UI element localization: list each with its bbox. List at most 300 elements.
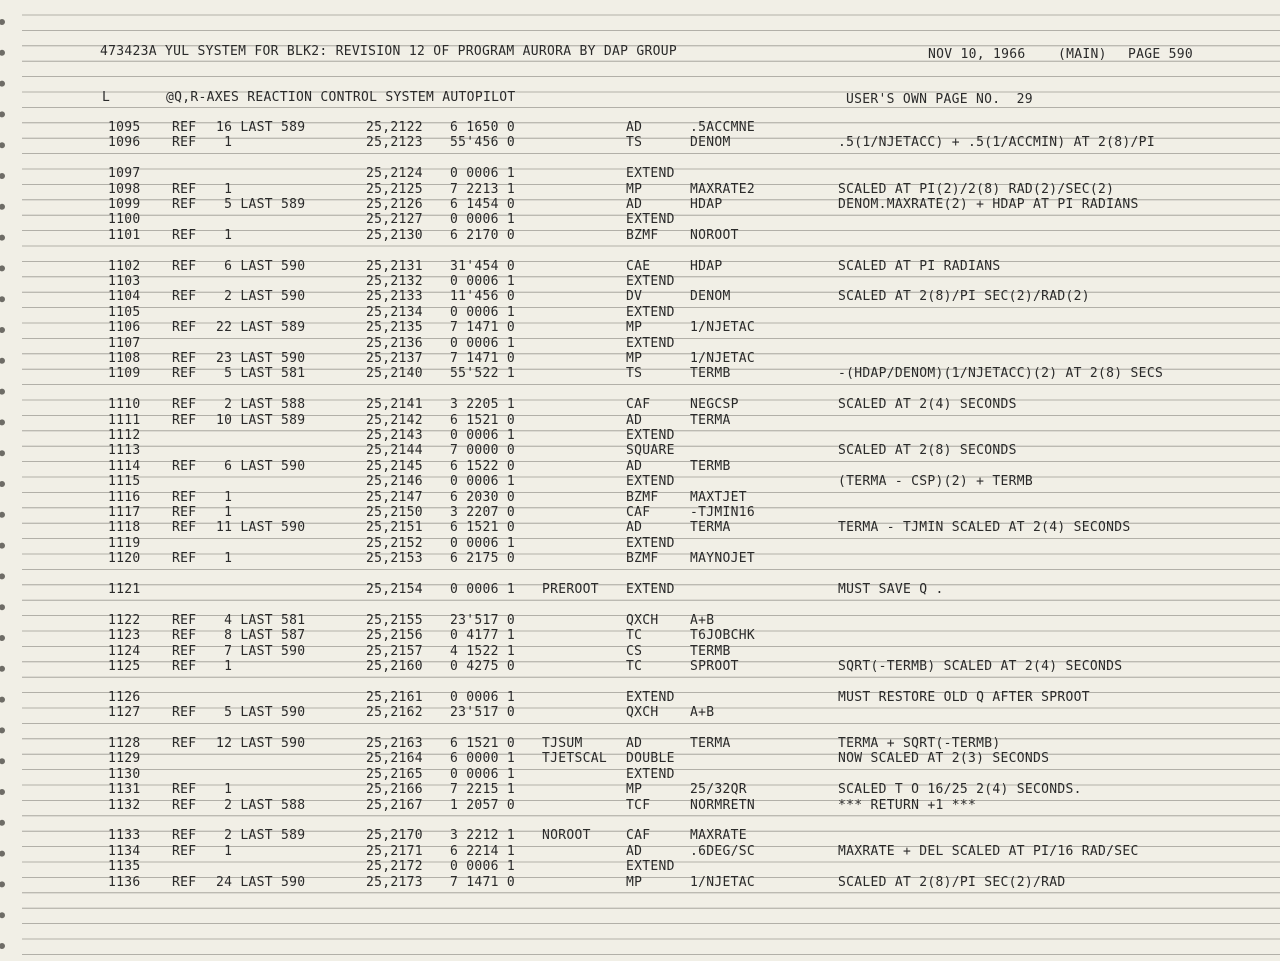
header-tag: (MAIN): [1058, 47, 1107, 62]
comment: TERMA + SQRT(-TERMB): [838, 736, 1001, 751]
opcode: BZMF: [626, 551, 659, 567]
ref-detail: 5 LAST 589: [216, 197, 306, 212]
operand: TERMB: [690, 458, 731, 474]
listing-row: [0, 337, 1280, 352]
operand: SPROOT: [690, 659, 739, 674]
ref-keyword: REF: [172, 320, 197, 336]
octal-word: 7 2215 1: [450, 782, 516, 798]
opcode: CAF: [626, 397, 651, 413]
octal-word: 0 0006 1: [450, 689, 516, 705]
comment: SQRT(-TERMB) SCALED AT 2(4) SECONDS: [838, 659, 1123, 674]
opcode: CAE: [626, 258, 651, 274]
address: 25,2171: [366, 843, 423, 859]
line-number: 1103: [108, 274, 141, 289]
ref-keyword: REF: [172, 135, 197, 151]
opcode: MP: [626, 320, 643, 336]
line-number: 1113: [108, 443, 141, 459]
opcode: AD: [626, 520, 643, 536]
line-number: 1131: [108, 782, 141, 798]
address: 25,2155: [366, 612, 423, 628]
opcode: BZMF: [626, 489, 659, 505]
ref-keyword: REF: [172, 828, 197, 844]
octal-word: 0 0006 1: [450, 335, 516, 351]
opcode: TS: [626, 366, 643, 382]
ref-keyword: REF: [172, 289, 197, 305]
address: 25,2131: [366, 258, 423, 274]
listing-row: [0, 367, 1280, 382]
address: 25,2167: [366, 797, 423, 813]
octal-word: 3 2207 0: [450, 505, 516, 520]
octal-word: 7 1471 0: [450, 320, 516, 336]
ref-detail: 11 LAST 590: [216, 520, 306, 536]
address: 25,2163: [366, 736, 423, 751]
opcode: AD: [626, 412, 643, 428]
octal-word: 0 0006 1: [450, 582, 516, 597]
ref-keyword: REF: [172, 489, 197, 505]
octal-word: 6 2214 1: [450, 843, 516, 859]
address: 25,2161: [366, 689, 423, 705]
ref-keyword: REF: [172, 366, 197, 382]
listing-row: [0, 583, 1280, 598]
listing-row: [0, 845, 1280, 860]
listing-row: [0, 799, 1280, 814]
opcode: EXTEND: [626, 689, 675, 705]
octal-word: 23'517 0: [450, 705, 516, 721]
address: 25,2172: [366, 859, 423, 875]
line-number: 1099: [108, 197, 141, 212]
octal-word: 4 1522 1: [450, 643, 516, 659]
line-number: 1116: [108, 489, 141, 505]
line-number: 1096: [108, 135, 141, 151]
line-number: 1127: [108, 705, 141, 721]
octal-word: 55'522 1: [450, 366, 516, 382]
line-number: 1130: [108, 766, 141, 782]
ref-keyword: REF: [172, 505, 197, 520]
listing-row: [0, 306, 1280, 321]
operand: 25/32QR: [690, 782, 747, 798]
line-number: 1126: [108, 689, 141, 705]
octal-word: 6 2175 0: [450, 551, 516, 567]
address: 25,2142: [366, 412, 423, 428]
address: 25,2137: [366, 351, 423, 366]
ref-detail: 5 LAST 581: [216, 366, 306, 382]
octal-word: 3 2205 1: [450, 397, 516, 413]
ref-keyword: REF: [172, 227, 197, 243]
opcode: TCF: [626, 797, 651, 813]
operand: .6DEG/SC: [690, 843, 756, 859]
address: 25,2150: [366, 505, 423, 520]
subheader-title: @Q,R-AXES REACTION CONTROL SYSTEM AUTOPILOT: [166, 90, 516, 105]
operand: 1/NJETAC: [690, 351, 756, 366]
address: 25,2124: [366, 166, 423, 182]
comment: SCALED AT PI RADIANS: [838, 258, 1001, 274]
operand: MAXRATE: [690, 828, 747, 844]
address: 25,2146: [366, 474, 423, 490]
subheader-marker: L: [102, 90, 111, 105]
ref-keyword: REF: [172, 843, 197, 859]
opcode: AD: [626, 736, 643, 751]
ref-keyword: REF: [172, 628, 197, 644]
address: 25,2145: [366, 458, 423, 474]
ref-keyword: REF: [172, 120, 197, 135]
ref-detail: 2 LAST 588: [216, 397, 306, 413]
octal-word: 0 0006 1: [450, 212, 516, 228]
ref-detail: 1: [216, 505, 233, 520]
line-number: 1122: [108, 612, 141, 628]
ref-detail: 1: [216, 489, 233, 505]
line-number: 1110: [108, 397, 141, 413]
octal-word: 55'456 0: [450, 135, 516, 151]
line-number: 1135: [108, 859, 141, 875]
line-number: 1100: [108, 212, 141, 228]
line-number: 1121: [108, 582, 141, 597]
octal-word: 6 1521 0: [450, 520, 516, 536]
comment: SCALED T O 16/25 2(4) SECONDS.: [838, 782, 1082, 798]
line-number: 1109: [108, 366, 141, 382]
opcode: AD: [626, 458, 643, 474]
address: 25,2134: [366, 304, 423, 320]
operand: A+B: [690, 705, 715, 721]
octal-word: 6 1454 0: [450, 197, 516, 212]
address: 25,2166: [366, 782, 423, 798]
label: PREROOT: [542, 582, 599, 597]
address: 25,2136: [366, 335, 423, 351]
opcode: MP: [626, 874, 643, 890]
ref-detail: 10 LAST 589: [216, 412, 306, 428]
ref-detail: 1: [216, 135, 233, 151]
comment: (TERMA - CSP)(2) + TERMB: [838, 474, 1034, 490]
address: 25,2160: [366, 659, 423, 674]
operand: T6JOBCHK: [690, 628, 756, 644]
octal-word: 23'517 0: [450, 612, 516, 628]
octal-word: 0 0006 1: [450, 304, 516, 320]
address: 25,2157: [366, 643, 423, 659]
octal-word: 0 0006 1: [450, 274, 516, 289]
listing-row: [0, 706, 1280, 721]
line-number: 1108: [108, 351, 141, 366]
address: 25,2130: [366, 227, 423, 243]
opcode: QXCH: [626, 612, 659, 628]
listing-row: [0, 491, 1280, 506]
address: 25,2140: [366, 366, 423, 382]
users-own-page: USER'S OWN PAGE NO. 29: [846, 92, 1033, 107]
ref-keyword: REF: [172, 643, 197, 659]
address: 25,2162: [366, 705, 423, 721]
comment: -(HDAP/DENOM)(1/NJETACC)(2) AT 2(8) SECS: [838, 366, 1164, 382]
ref-keyword: REF: [172, 874, 197, 890]
ref-keyword: REF: [172, 782, 197, 798]
listing-row: [0, 660, 1280, 675]
line-number: 1117: [108, 505, 141, 520]
header-title: 473423A YUL SYSTEM FOR BLK2: REVISION 12 OF PROGRAM AURORA BY DAP GROUP: [100, 44, 677, 59]
comment: SCALED AT 2(8)/PI SEC(2)/RAD(2): [838, 289, 1090, 305]
line-number: 1106: [108, 320, 141, 336]
listing-row: [0, 768, 1280, 783]
comment: SCALED AT 2(8)/PI SEC(2)/RAD: [838, 874, 1066, 890]
operand: DENOM: [690, 135, 731, 151]
line-number: 1132: [108, 797, 141, 813]
octal-word: 1 2057 0: [450, 797, 516, 813]
opcode: TC: [626, 628, 643, 644]
ref-detail: 1: [216, 782, 233, 798]
listing-row: [0, 121, 1280, 136]
line-number: 1129: [108, 751, 141, 767]
ref-detail: 23 LAST 590: [216, 351, 306, 366]
listing-row: [0, 429, 1280, 444]
listing-row: [0, 614, 1280, 629]
listing-row: [0, 275, 1280, 290]
address: 25,2152: [366, 535, 423, 551]
opcode: BZMF: [626, 227, 659, 243]
comment: MUST RESTORE OLD Q AFTER SPROOT: [838, 689, 1090, 705]
header-date: NOV 10, 1966: [928, 47, 1026, 62]
listing-row: [0, 629, 1280, 644]
line-number: 1095: [108, 120, 141, 135]
opcode: AD: [626, 120, 643, 135]
opcode: MP: [626, 351, 643, 366]
opcode: QXCH: [626, 705, 659, 721]
opcode: DOUBLE: [626, 751, 675, 767]
ref-keyword: REF: [172, 412, 197, 428]
address: 25,2143: [366, 428, 423, 443]
address: 25,2154: [366, 582, 423, 597]
line-number: 1115: [108, 474, 141, 490]
octal-word: 7 1471 0: [450, 351, 516, 366]
opcode: AD: [626, 197, 643, 212]
ref-detail: 2 LAST 590: [216, 289, 306, 305]
listing-row: [0, 552, 1280, 567]
address: 25,2147: [366, 489, 423, 505]
opcode: EXTEND: [626, 304, 675, 320]
comment: SCALED AT 2(4) SECONDS: [838, 397, 1017, 413]
line-number: 1112: [108, 428, 141, 443]
operand: MAYNOJET: [690, 551, 756, 567]
opcode: TS: [626, 135, 643, 151]
octal-word: 0 0006 1: [450, 474, 516, 490]
listing-row: [0, 321, 1280, 336]
opcode: EXTEND: [626, 274, 675, 289]
listing-row: [0, 198, 1280, 213]
operand: NOROOT: [690, 227, 739, 243]
operand: -TJMIN16: [690, 505, 756, 520]
opcode: EXTEND: [626, 766, 675, 782]
opcode: EXTEND: [626, 212, 675, 228]
ref-keyword: REF: [172, 181, 197, 197]
operand: TERMB: [690, 366, 731, 382]
opcode: EXTEND: [626, 166, 675, 182]
comment: SCALED AT 2(8) SECONDS: [838, 443, 1017, 459]
line-number: 1111: [108, 412, 141, 428]
listing-row: [0, 260, 1280, 275]
octal-word: 6 0000 1: [450, 751, 516, 767]
operand: 1/NJETAC: [690, 320, 756, 336]
label: TJSUM: [542, 736, 583, 751]
address: 25,2123: [366, 135, 423, 151]
listing-row: [0, 475, 1280, 490]
listing-row: [0, 414, 1280, 429]
comment: TERMA - TJMIN SCALED AT 2(4) SECONDS: [838, 520, 1131, 536]
opcode: CAF: [626, 828, 651, 844]
line-number: 1097: [108, 166, 141, 182]
address: 25,2122: [366, 120, 423, 135]
listing-row: [0, 213, 1280, 228]
ref-detail: 4 LAST 581: [216, 612, 306, 628]
opcode: EXTEND: [626, 582, 675, 597]
operand: 1/NJETAC: [690, 874, 756, 890]
octal-word: 6 1650 0: [450, 120, 516, 135]
ref-detail: 8 LAST 587: [216, 628, 306, 644]
ref-keyword: REF: [172, 797, 197, 813]
address: 25,2151: [366, 520, 423, 536]
address: 25,2170: [366, 828, 423, 844]
comment: *** RETURN +1 ***: [838, 797, 977, 813]
ref-detail: 2 LAST 588: [216, 797, 306, 813]
line-number: 1133: [108, 828, 141, 844]
octal-word: 6 1522 0: [450, 458, 516, 474]
listing-row: [0, 752, 1280, 767]
address: 25,2135: [366, 320, 423, 336]
octal-word: 0 0006 1: [450, 535, 516, 551]
ref-detail: 1: [216, 227, 233, 243]
listing-row: [0, 829, 1280, 844]
ref-detail: 6 LAST 590: [216, 258, 306, 274]
octal-word: 11'456 0: [450, 289, 516, 305]
address: 25,2125: [366, 181, 423, 197]
octal-word: 0 4275 0: [450, 659, 516, 674]
listing-row: [0, 444, 1280, 459]
ref-keyword: REF: [172, 351, 197, 366]
octal-word: 0 0006 1: [450, 166, 516, 182]
ref-detail: 12 LAST 590: [216, 736, 306, 751]
operand: NEGCSP: [690, 397, 739, 413]
label: NOROOT: [542, 828, 591, 844]
operand: DENOM: [690, 289, 731, 305]
listing-row: [0, 136, 1280, 151]
label: TJETSCAL: [542, 751, 608, 767]
octal-word: 0 0006 1: [450, 766, 516, 782]
line-number: 1107: [108, 335, 141, 351]
header-page-number: PAGE 590: [1128, 47, 1194, 62]
opcode: EXTEND: [626, 474, 675, 490]
ref-detail: 1: [216, 659, 233, 674]
octal-word: 0 4177 1: [450, 628, 516, 644]
listing-row: [0, 737, 1280, 752]
ref-keyword: REF: [172, 551, 197, 567]
octal-word: 3 2212 1: [450, 828, 516, 844]
listing-row: [0, 537, 1280, 552]
octal-word: 0 0006 1: [450, 428, 516, 443]
address: 25,2127: [366, 212, 423, 228]
operand: TERMA: [690, 520, 731, 536]
ref-keyword: REF: [172, 458, 197, 474]
line-number: 1128: [108, 736, 141, 751]
line-number: 1105: [108, 304, 141, 320]
ref-detail: 22 LAST 589: [216, 320, 306, 336]
ref-keyword: REF: [172, 397, 197, 413]
ref-detail: 1: [216, 551, 233, 567]
opcode: EXTEND: [626, 859, 675, 875]
opcode: EXTEND: [626, 428, 675, 443]
octal-word: 7 1471 0: [450, 874, 516, 890]
opcode: DV: [626, 289, 643, 305]
ref-keyword: REF: [172, 736, 197, 751]
line-number: 1124: [108, 643, 141, 659]
opcode: TC: [626, 659, 643, 674]
octal-word: 0 0006 1: [450, 859, 516, 875]
listing-row: [0, 167, 1280, 182]
line-number: 1119: [108, 535, 141, 551]
ref-detail: 24 LAST 590: [216, 874, 306, 890]
line-number: 1125: [108, 659, 141, 674]
line-number: 1098: [108, 181, 141, 197]
comment: MAXRATE + DEL SCALED AT PI/16 RAD/SEC: [838, 843, 1139, 859]
line-number: 1101: [108, 227, 141, 243]
octal-word: 6 2170 0: [450, 227, 516, 243]
operand: MAXRATE2: [690, 181, 756, 197]
comment: MUST SAVE Q .: [838, 582, 944, 597]
line-number: 1102: [108, 258, 141, 274]
address: 25,2173: [366, 874, 423, 890]
opcode: EXTEND: [626, 535, 675, 551]
operand: TERMA: [690, 736, 731, 751]
listing-row: [0, 183, 1280, 198]
ref-keyword: REF: [172, 705, 197, 721]
listing-row: [0, 506, 1280, 521]
ref-detail: 1: [216, 181, 233, 197]
listing-row: [0, 691, 1280, 706]
listing-row: [0, 860, 1280, 875]
ref-keyword: REF: [172, 520, 197, 536]
comment: DENOM.MAXRATE(2) + HDAP AT PI RADIANS: [838, 197, 1139, 212]
listing-row: [0, 352, 1280, 367]
operand: TERMB: [690, 643, 731, 659]
octal-word: 6 2030 0: [450, 489, 516, 505]
operand: MAXTJET: [690, 489, 747, 505]
ref-keyword: REF: [172, 258, 197, 274]
operand: NORMRETN: [690, 797, 756, 813]
ref-keyword: REF: [172, 197, 197, 212]
ref-detail: 6 LAST 590: [216, 458, 306, 474]
line-number: 1123: [108, 628, 141, 644]
opcode: SQUARE: [626, 443, 675, 459]
octal-word: 6 1521 0: [450, 736, 516, 751]
comment: SCALED AT PI(2)/2(8) RAD(2)/SEC(2): [838, 181, 1115, 197]
opcode: MP: [626, 782, 643, 798]
listing-row: [0, 460, 1280, 475]
ref-keyword: REF: [172, 612, 197, 628]
opcode: AD: [626, 843, 643, 859]
opcode: CS: [626, 643, 643, 659]
listing-row: [0, 783, 1280, 798]
operand: HDAP: [690, 258, 723, 274]
comment: .5(1/NJETACC) + .5(1/ACCMIN) AT 2(8)/PI: [838, 135, 1155, 151]
address: 25,2126: [366, 197, 423, 212]
listing-row: [0, 229, 1280, 244]
address: 25,2164: [366, 751, 423, 767]
listing-row: [0, 521, 1280, 536]
operand: A+B: [690, 612, 715, 628]
octal-word: 6 1521 0: [450, 412, 516, 428]
line-number: 1120: [108, 551, 141, 567]
listing-row: [0, 290, 1280, 305]
listing-row: [0, 645, 1280, 660]
line-number: 1118: [108, 520, 141, 536]
address: 25,2156: [366, 628, 423, 644]
octal-word: 7 0000 0: [450, 443, 516, 459]
ref-keyword: REF: [172, 659, 197, 674]
address: 25,2133: [366, 289, 423, 305]
opcode: CAF: [626, 505, 651, 520]
